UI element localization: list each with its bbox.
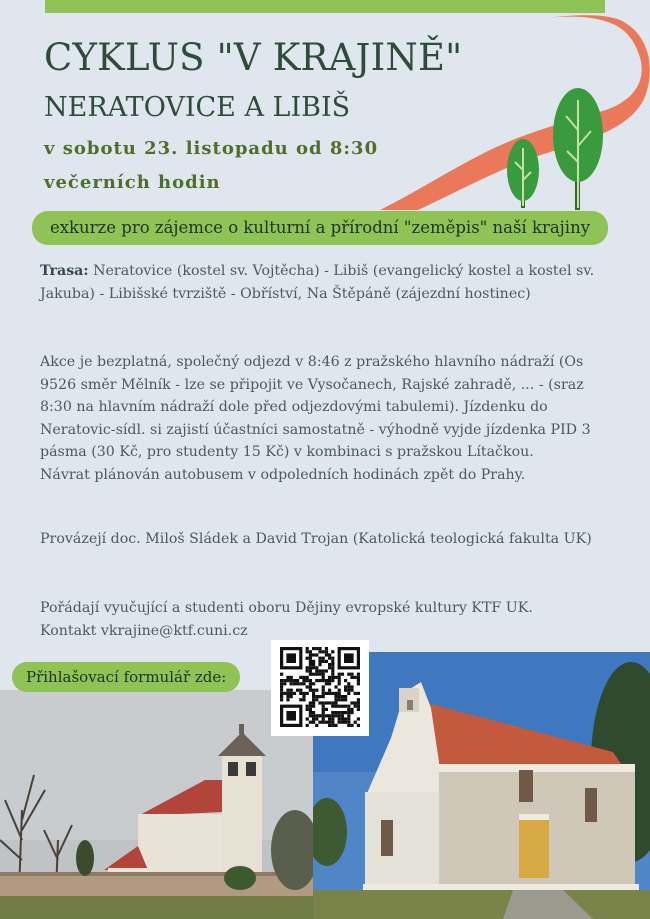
contact-text[interactable]: Kontakt vkrajine@ktf.cuni.cz bbox=[40, 622, 248, 639]
page-subtitle: NERATOVICE A LIBIŠ bbox=[44, 92, 351, 123]
topic-banner: exkurze pro zájemce o kulturní a přírodní "zeměpis" naší krajiny bbox=[32, 211, 608, 245]
large-tree-icon bbox=[553, 88, 603, 210]
route-text: Neratovice (kostel sv. Vojtěcha) - Libiš (evangelický kostel a kostel sv. Jakuba) - Libišské tvrziště - Obříství, Na Štěpáně (zájezdní hostinec) bbox=[40, 263, 595, 302]
registration-form-button[interactable]: Přihlašovací formulář zde: bbox=[12, 662, 240, 692]
return-info: Návrat plánován autobusem v odpoledních hodinách zpět do Prahy. bbox=[40, 466, 526, 483]
route-paragraph bbox=[40, 260, 600, 305]
guides-paragraph: Provázejí doc. Miloš Sládek a David Trojan (Katolická teologická fakulta UK) bbox=[40, 531, 592, 547]
small-tree-icon bbox=[507, 139, 539, 208]
qr-code[interactable] bbox=[271, 640, 369, 736]
qr-code-icon bbox=[271, 640, 369, 736]
page-title: CYKLUS "V KRAJINĚ" bbox=[44, 36, 463, 79]
event-time: večerních hodin bbox=[44, 172, 221, 193]
event-date: v sobotu 23. listopadu od 8:30 bbox=[44, 138, 379, 159]
organizers-text: Pořádají vyučující a studenti oboru Dějiny evropské kultury KTF UK. bbox=[40, 600, 533, 616]
organizers-paragraph bbox=[40, 597, 600, 642]
info-text: Akce je bezplatná, společný odjezd v 8:46 z pražského hlavního nádraží (Os 9526 směr Mělník - lze se připojit ve Vysočanech, Rajské zahradě, ... - (sraz 8:30 na hlavním nádraží dole před odjezdovými tabulemi). Jízdenku do Neratovic-sídl. si zajistí účastníci samostatně - výhodně vyjde jízdenka PID 3 pásma (30 Kč, pro studenty 15 Kč) v kombinaci s pražskou Lítačkou. bbox=[40, 354, 591, 461]
route-label: Trasa: bbox=[40, 263, 89, 279]
info-paragraph bbox=[40, 351, 600, 487]
